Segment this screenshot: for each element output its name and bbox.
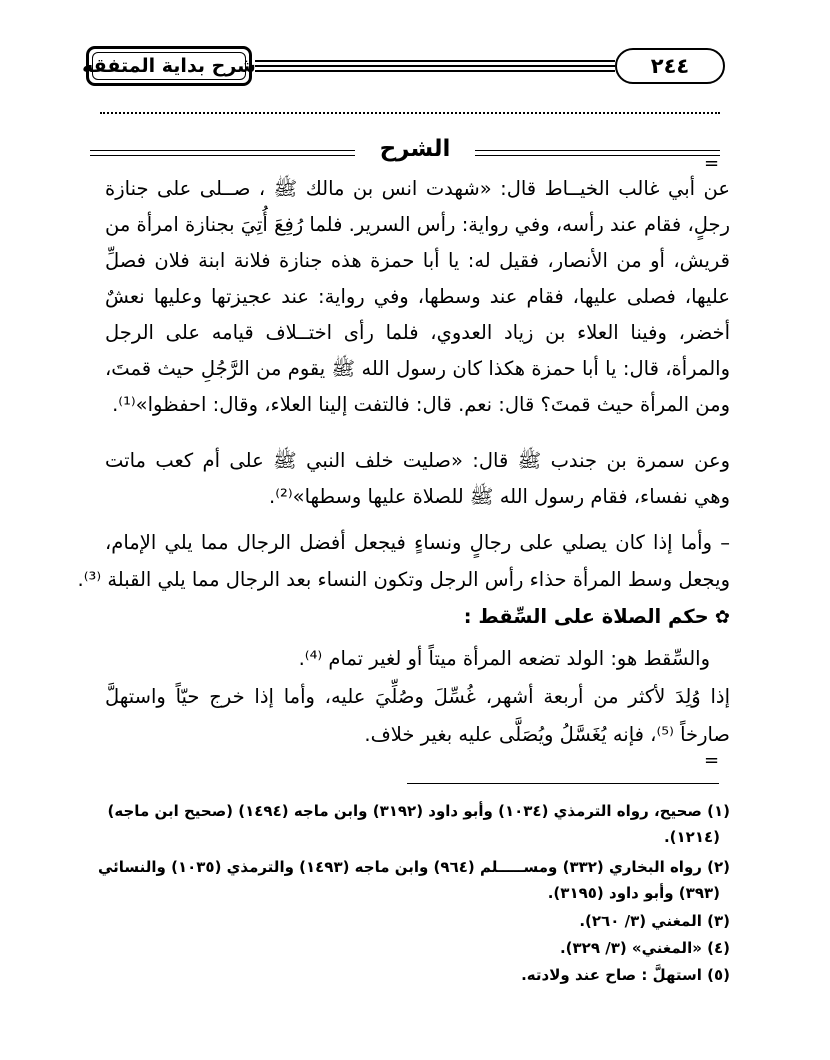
margin-mark-top: = bbox=[704, 153, 720, 174]
book-title: شرح بداية المتفقه bbox=[92, 52, 246, 80]
footnote: (٤) «المغني» (٣/ ٣٢٩). bbox=[559, 939, 730, 957]
header-rule bbox=[255, 60, 615, 78]
body-line: وهي نفساء، فقام رسول الله ﷺ للصلاة عليها وسطها»⁽²⁾. bbox=[269, 485, 730, 508]
footnote: (٥) استهلَّ : صاح عند ولادته. bbox=[521, 966, 730, 984]
body-line: عليها، فصلى عليها، فقام عند وسطها، وفي رواية: عند عجيزتها وعليها نعشٌ bbox=[105, 285, 730, 308]
body-line: ومن المرأة حيث قمتَ؟ قال: نعم. قال: فالتفت إلينا العلاء، وقال: احفظوا»⁽¹⁾. bbox=[112, 393, 730, 416]
flower-icon: ✿ bbox=[714, 607, 730, 628]
page-number: ٢٤٤ bbox=[615, 48, 725, 84]
book-title-frame bbox=[82, 46, 256, 86]
footnote: (٣) المغني (٣/ ٢٦٠). bbox=[579, 912, 730, 930]
body-line: والمرأة، قال: يا أبا حمزة هكذا كان رسول الله ﷺ يقوم من الرَّجُلِ حيث قمتَ، bbox=[105, 357, 730, 380]
body-line: وعن سمرة بن جندب ﷺ قال: «صليت خلف النبي ﷺ على أم كعب ماتت bbox=[105, 449, 730, 472]
body-line: ويجعل وسط المرأة حذاء رأس الرجل وتكون النساء بعد الرجال مما يلي القبلة ⁽³⁾. bbox=[77, 568, 730, 591]
body-line: قريش، أو من الأنصار، فقيل له: يا أبا حمزة هذه جنازة فلانة ابنة فلان فصلِّ bbox=[105, 249, 730, 272]
body-line: رجلٍ، فقام عند رأسه، وفي رواية: رأس السرير. فلما رُفِعَ أُتِيَ بجنازة امرأة من bbox=[105, 213, 730, 236]
body-line: صارخاً ⁽⁵⁾، فإنه يُغَسَّلُ ويُصَلَّى عليه بغير خلاف. bbox=[364, 723, 730, 746]
body-line: إذا وُلِدَ لأكثر من أربعة أشهر، غُسِّلَ وصُلِّيَ عليه، وأما إذا خرج حيّاً واستهلَّ bbox=[105, 685, 730, 708]
body-line: أخضر، وفينا العلاء بن زياد العدوي، فلما رأى اختــلاف قيامه على الرجل bbox=[105, 321, 730, 344]
footnote: (١٢١٤). bbox=[663, 828, 720, 846]
subheading-row bbox=[105, 600, 730, 635]
section-rule-left bbox=[90, 150, 355, 160]
margin-mark-bottom: = bbox=[704, 750, 720, 771]
body-line: والسِّقط هو: الولد تضعه المرأة ميتاً أو لغير تمام ⁽⁴⁾. bbox=[298, 647, 710, 670]
body-line: – وأما إذا كان يصلي على رجالٍ ونساءٍ فيجعل أفضل الرجال مما يلي الإمام، bbox=[105, 531, 730, 554]
footnote: (١) صحيح، رواه الترمذي (١٠٣٤) وأبو داود (٣١٩٢) وابن ماجه (١٤٩٤) (صحيح ابن ماجه) bbox=[107, 802, 730, 820]
body-line: عن أبي غالب الخيــاط قال: «شهدت انس بن مالك ﷺ ، صــلى على جنازة bbox=[105, 177, 730, 200]
section-rule-right bbox=[475, 150, 720, 160]
footnote: (٣٩٣) وأبو داود (٣١٩٥). bbox=[547, 884, 720, 902]
dotted-divider bbox=[100, 112, 720, 114]
section-title: الشرح bbox=[379, 136, 451, 162]
subheading: حكم الصلاة على السِّقط : bbox=[463, 605, 709, 628]
footnote: (٢) رواه البخاري (٣٣٢) ومســـــلم (٩٦٤) وابن ماجه (١٤٩٣) والترمذي (١٠٣٥) والنسائي bbox=[97, 858, 730, 876]
footnote-separator bbox=[407, 783, 719, 784]
